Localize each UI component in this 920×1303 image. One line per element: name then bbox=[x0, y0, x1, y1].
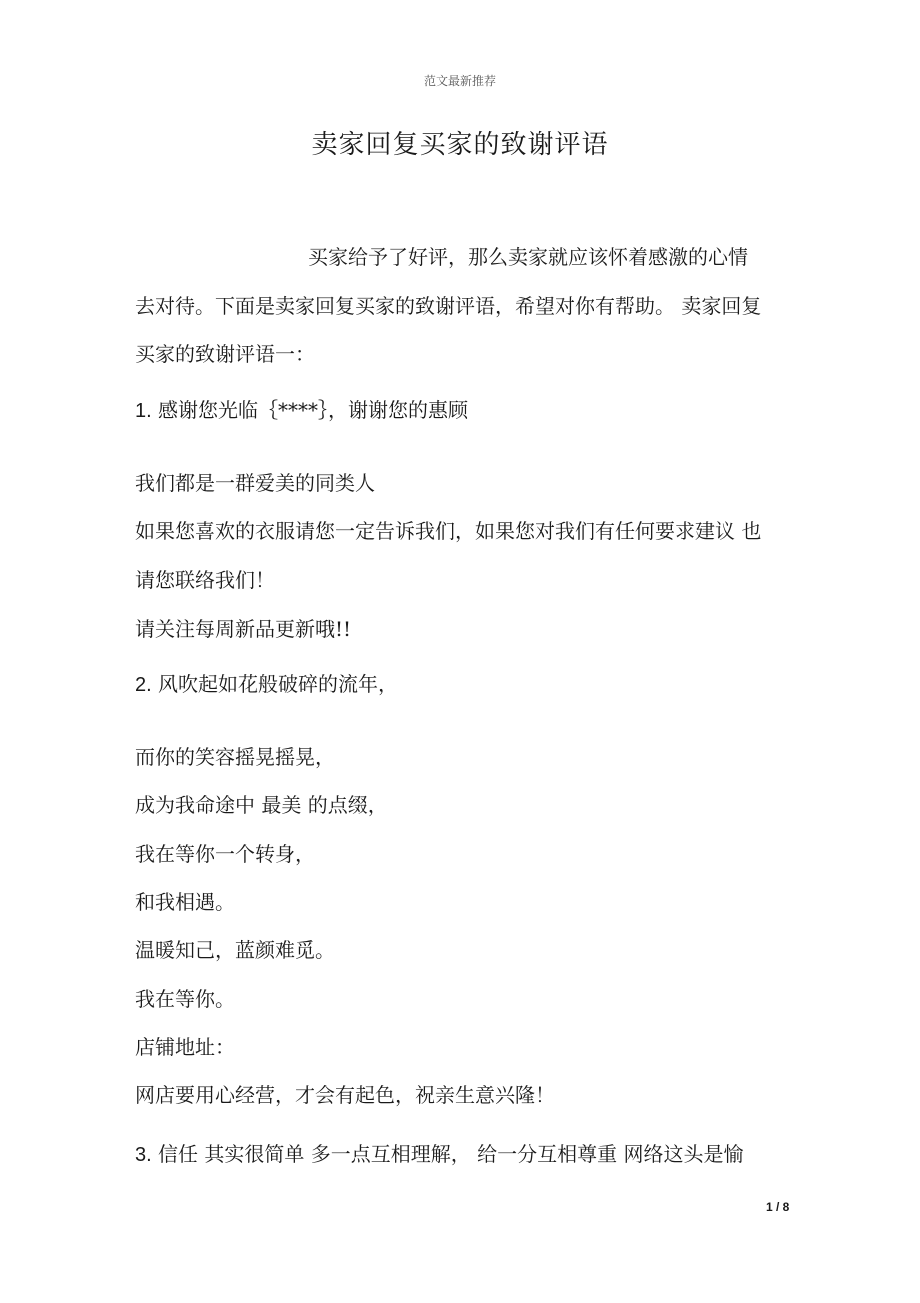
item-1-line: 如果您喜欢的衣服请您一定告诉我们，如果您对我们有任何要求建议 也 bbox=[135, 519, 762, 543]
intro-line-1: 买家给予了好评，那么卖家就应该怀着感激的心情 bbox=[308, 245, 748, 269]
item-2-text: 风吹起如花般破碎的流年， bbox=[158, 672, 399, 696]
item-2-number: 2. bbox=[135, 674, 152, 696]
document-title: 卖家回复买家的致谢评语 bbox=[311, 130, 609, 160]
item-1 bbox=[135, 396, 468, 425]
item-3 bbox=[135, 1140, 743, 1169]
item-2-line: 成为我命途中 最美 的点缀， bbox=[135, 793, 388, 817]
item-1-line: 请您联络我们！ bbox=[135, 568, 275, 592]
item-2-line: 而你的笑容摇晃摇晃， bbox=[135, 745, 335, 769]
intro-line-3: 买家的致谢评语一： bbox=[135, 342, 315, 366]
page-indicator: 1 / 8 bbox=[766, 1200, 790, 1214]
item-2-line: 我在等你一个转身， bbox=[135, 842, 315, 866]
item-2-line: 网店要用心经营，才会有起色，祝亲生意兴隆！ bbox=[135, 1083, 555, 1107]
intro-line-2: 去对待。下面是卖家回复买家的致谢评语，希望对你有帮助。 卖家回复 bbox=[135, 294, 762, 318]
item-3-text: 信任 其实很简单 多一点互相理解， 给一分互相尊重 网络这头是愉 bbox=[158, 1142, 744, 1166]
item-2-line: 和我相遇。 bbox=[135, 890, 235, 914]
item-1-text: 感谢您光临｛****｝，谢谢您的惠顾 bbox=[158, 398, 469, 422]
item-1-line: 请关注每周新品更新哦!! bbox=[135, 617, 352, 641]
page-header: 范文最新推荐 bbox=[423, 74, 496, 88]
item-2-line: 温暖知己，蓝颜难觅。 bbox=[135, 938, 335, 962]
item-2 bbox=[135, 670, 398, 699]
item-3-number: 3. bbox=[135, 1144, 152, 1166]
item-1-line: 我们都是一群爱美的同类人 bbox=[135, 471, 375, 495]
item-1-number: 1. bbox=[135, 400, 152, 422]
item-2-line: 店铺地址： bbox=[135, 1035, 235, 1059]
item-2-line: 我在等你。 bbox=[135, 987, 235, 1011]
